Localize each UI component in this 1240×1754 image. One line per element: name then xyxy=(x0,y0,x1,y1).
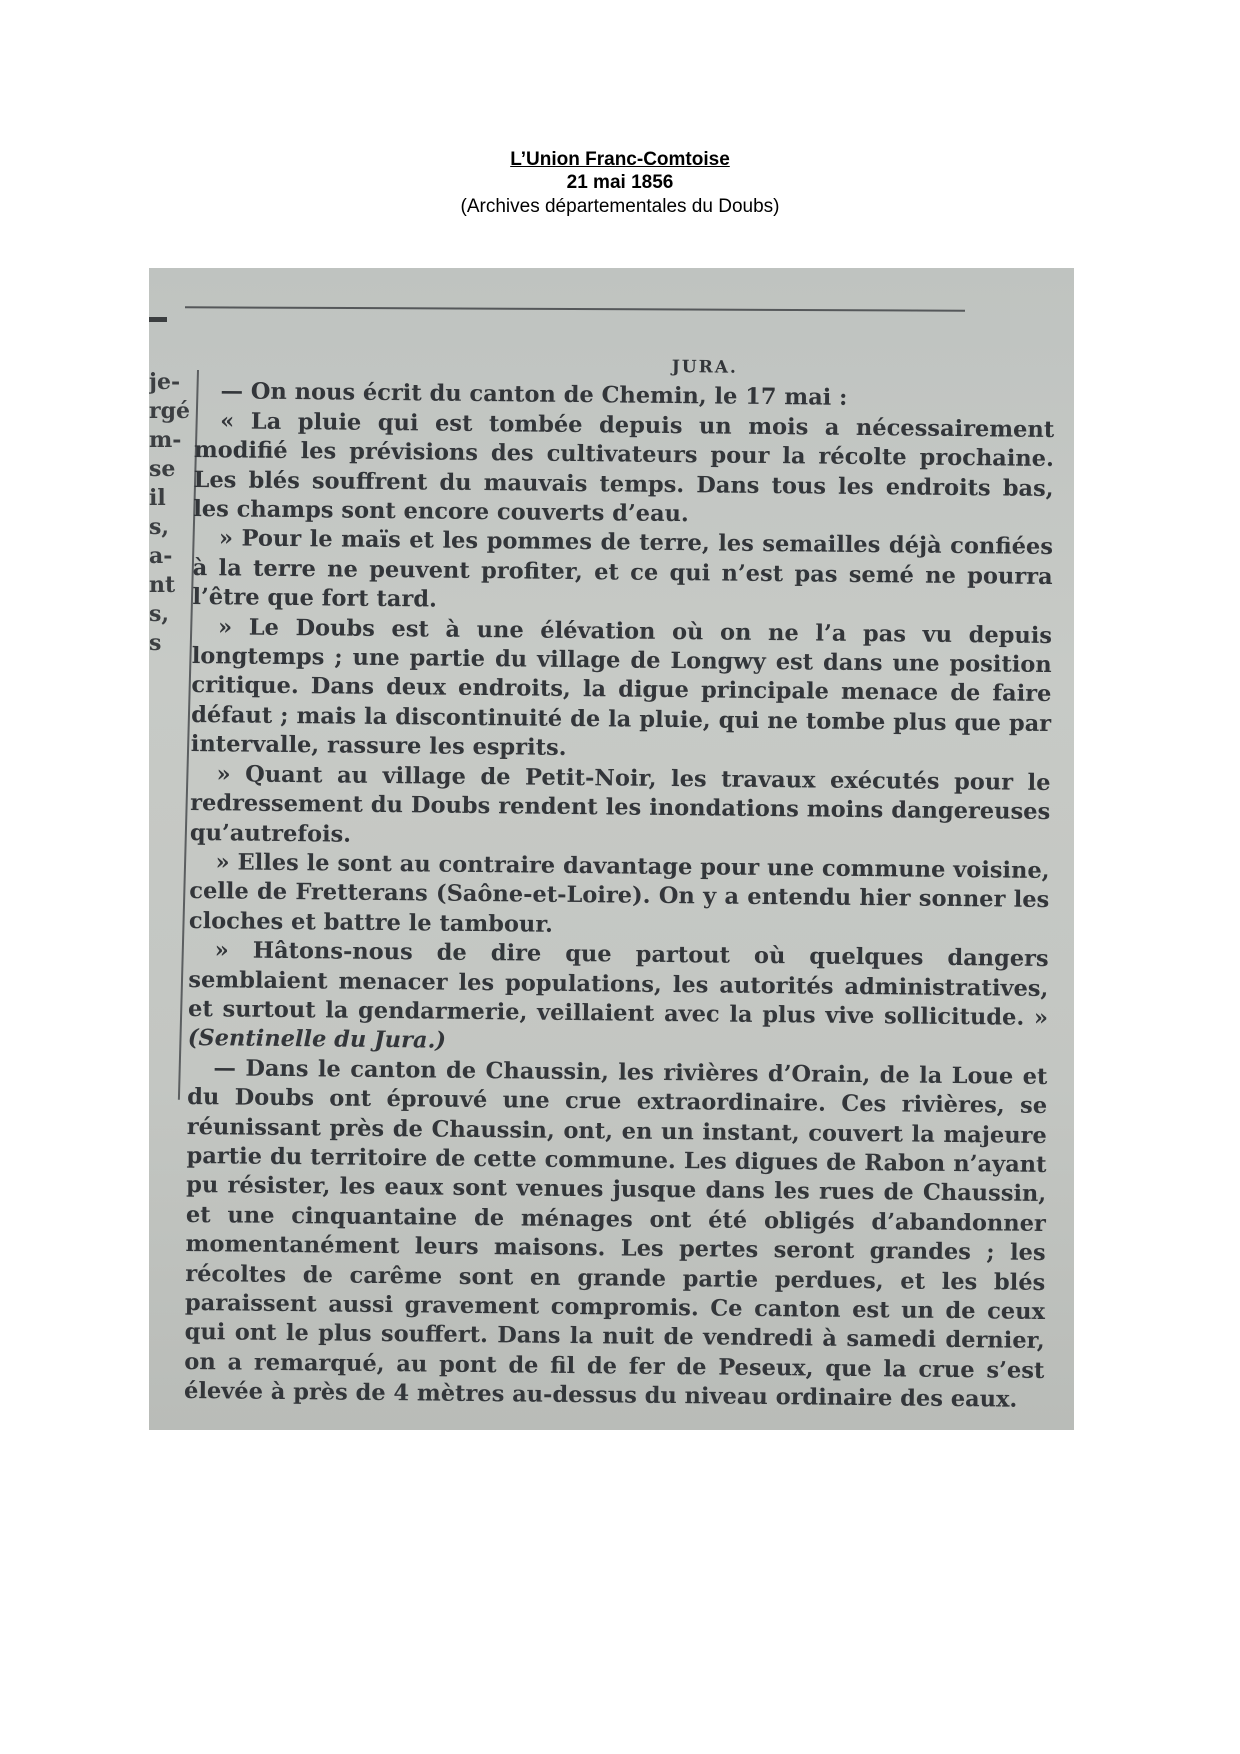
paragraph-text: » Hâtons-nous de dire que partout où quelques dangers semblaient menacer les populations, les autorités administratives, et surtout la gendarmerie, veillaient avec la plus vive sollicitude. » xyxy=(187,937,1049,1031)
article-paragraph: — On nous écrit du canton de Chemin, le 17 mai : xyxy=(220,378,848,412)
publication-date: 21 mai 1856 xyxy=(566,172,674,193)
margin-fragment: rgé xyxy=(149,398,190,424)
article-paragraph: » Quant au village de Petit-Noir, les travaux exécutés pour le redressement du Doubs rendent les inondations moins dangereuses qu’autrefois. xyxy=(189,760,1051,848)
margin-fragment: nt xyxy=(149,572,176,598)
adjacent-column-fragments xyxy=(149,368,190,658)
margin-fragment: s xyxy=(149,630,162,656)
article-paragraph: « La pluie qui est tombée depuis un mois a nécessairement modifié les prévisions des cultivateurs pour la récolte prochaine. Les blés souffrent du mauvais temps. Dans tous les endroits bas, les champs sont encore couverts d’eau. xyxy=(193,408,1055,528)
archive-source: (Archives départementales du Doubs) xyxy=(460,196,780,217)
article-paragraph: » Elles le sont au contraire davantage pour une commune voisine, celle de Fretterans (Saône-et-Loire). On y a entendu hier sonner les cloches et battre le tambour. xyxy=(188,849,1050,938)
article-paragraph xyxy=(188,936,1049,1063)
margin-fragment: s, xyxy=(149,514,170,540)
page-header xyxy=(0,148,1240,219)
newspaper-scan xyxy=(149,268,1074,1430)
margin-fragment: se xyxy=(149,456,176,482)
section-heading: JURA. xyxy=(671,356,738,378)
article-paragraph: » Le Doubs est à une élévation où on ne l’a pas vu depuis longtemps ; une partie du village de Longwy est dans une position critique. Dans deux endroits, la digue principale menace de faire défaut ; mais la discontinuité de la pluie, qui ne tombe plus que par intervalle, rassure les esprits. xyxy=(190,613,1053,762)
newspaper-title: L’Union Franc-Comtoise xyxy=(510,149,730,170)
margin-fragment: je- xyxy=(149,369,181,395)
scan-margin-mark xyxy=(149,317,167,322)
article-paragraph: — Dans le canton de Chaussin, les rivières d’Orain, de la Loue et du Doubs ont éprouvé une crue extraordinaire. Ces rivières, se réunissant près de Chaussin, ont, en un instant, couvert la majeure partie du territoire de cette commune. Les digues de Rabon n’ayant pu résister, les eaux sont venues jusque dans les rues de Chaussin, et une cinquantaine de ménages ont été obligés d’abandonner momentanément leurs maisons. Les pertes seront grandes ; les récoltes de carême sont en grande partie perdues, et les blés paraissent aussi gravement compromis. Ce canton est un de ceux qui ont le plus souffert. Dans la nuit de vendredi à samedi dernier, on a remarqué, au pont de fil de fer de Peseux, que la crue s’est élevée à près de 4 mètres au-dessus du niveau ordinaire des eaux. xyxy=(183,1054,1048,1413)
margin-fragment: a- xyxy=(149,543,173,569)
margin-fragment: il xyxy=(149,485,166,511)
article-column xyxy=(184,348,1055,1416)
margin-fragment: m- xyxy=(149,427,182,453)
scan-top-rule xyxy=(185,306,965,311)
source-attribution: (Sentinelle du Jura.) xyxy=(187,1025,447,1055)
margin-fragment: s, xyxy=(149,601,170,627)
article-paragraph: » Pour le maïs et les pommes de terre, les semailles déjà confiées à la terre ne peuvent profiter, et ce qui n’est pas semé ne pourra l’être que fort tard. xyxy=(192,525,1054,613)
